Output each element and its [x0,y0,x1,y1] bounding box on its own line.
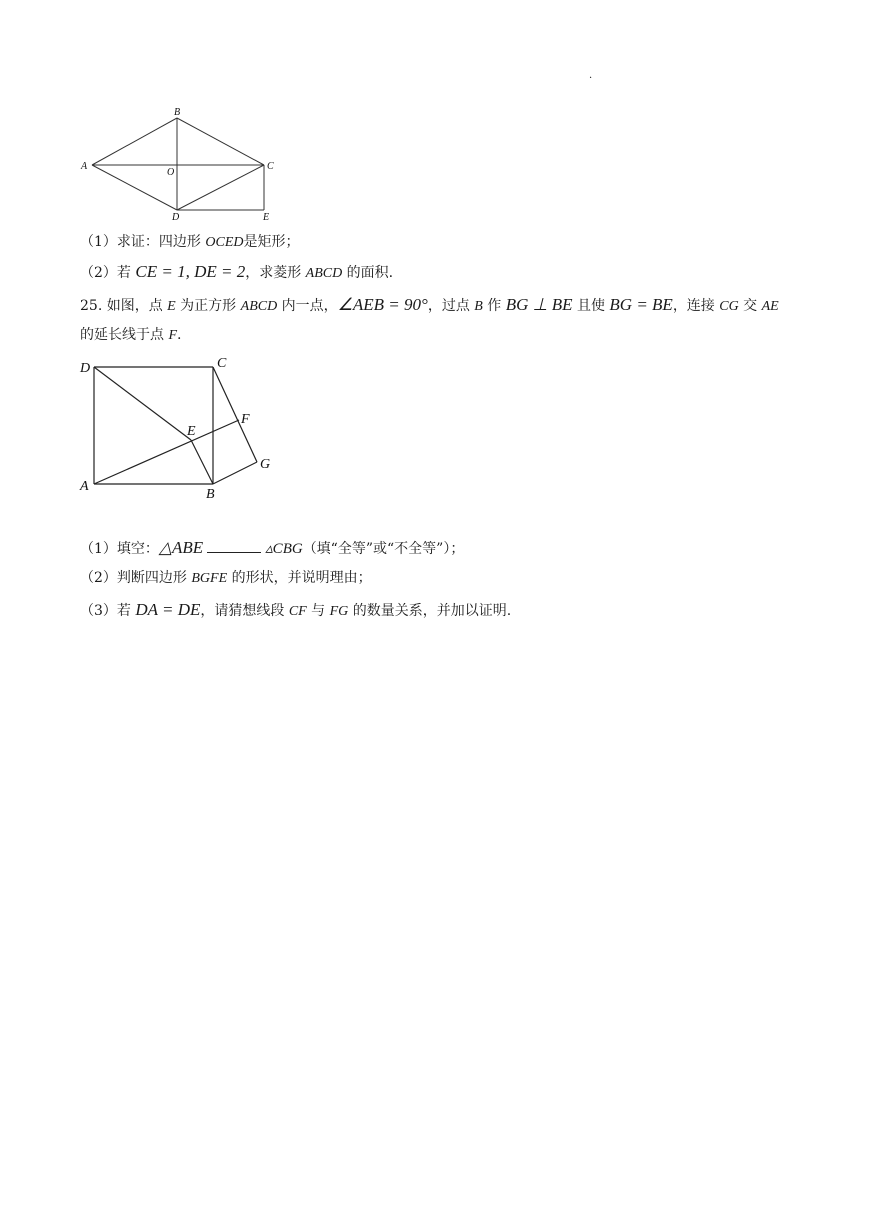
segment-af [94,420,239,484]
q25-part-2: （2）判断四边形 BGFE 的形状，并说明理由； [80,570,372,586]
segment-bg [213,462,257,484]
q25-statement-line-1: 25. 如图，点 E 为正方形 ABCD 内一点，∠AEB = 90°，过点 B 作 BG ⊥ BE 且使 BG = BE，连接 CG 交 AE [80,295,779,314]
label-b: B [174,107,181,118]
segment-bc [177,118,264,165]
segment-eb [191,440,213,484]
label-f: F [241,412,250,427]
label-b: B [206,487,215,502]
answer-blank [207,540,261,553]
figure-rhombus [78,104,288,224]
q25-part-1: （1）填空：△ABE ▵CBG（填“全等”或“不全等”）； [80,538,465,557]
label-o: O [167,167,175,178]
q24-part-2: （2）若 CE = 1, DE = 2，求菱形 ABCD 的面积. [80,262,394,281]
label-c: C [267,161,274,172]
label-a: A [81,161,88,172]
label-d: D [172,212,180,223]
label-e: E [187,424,196,439]
label-e: E [263,212,270,223]
q25-part-3: （3）若 DA = DE，请猜想线段 CF 与 FG 的数量关系，并加以证明. [80,600,512,619]
q24-part-1: （1）求证：四边形 OCED是矩形； [80,234,300,250]
figure-square [76,352,286,502]
segment-de [94,367,191,440]
label-c: C [217,356,227,371]
segment-da [92,165,177,210]
segment-ab [92,118,177,165]
segment-cg [213,367,257,462]
label-d: D [80,361,91,376]
segment-cd [177,165,264,210]
q25-statement-line-2: 的延长线于点 F. [80,327,182,343]
top-dot: . [589,70,593,81]
label-g: G [260,457,271,472]
label-a: A [80,479,89,494]
